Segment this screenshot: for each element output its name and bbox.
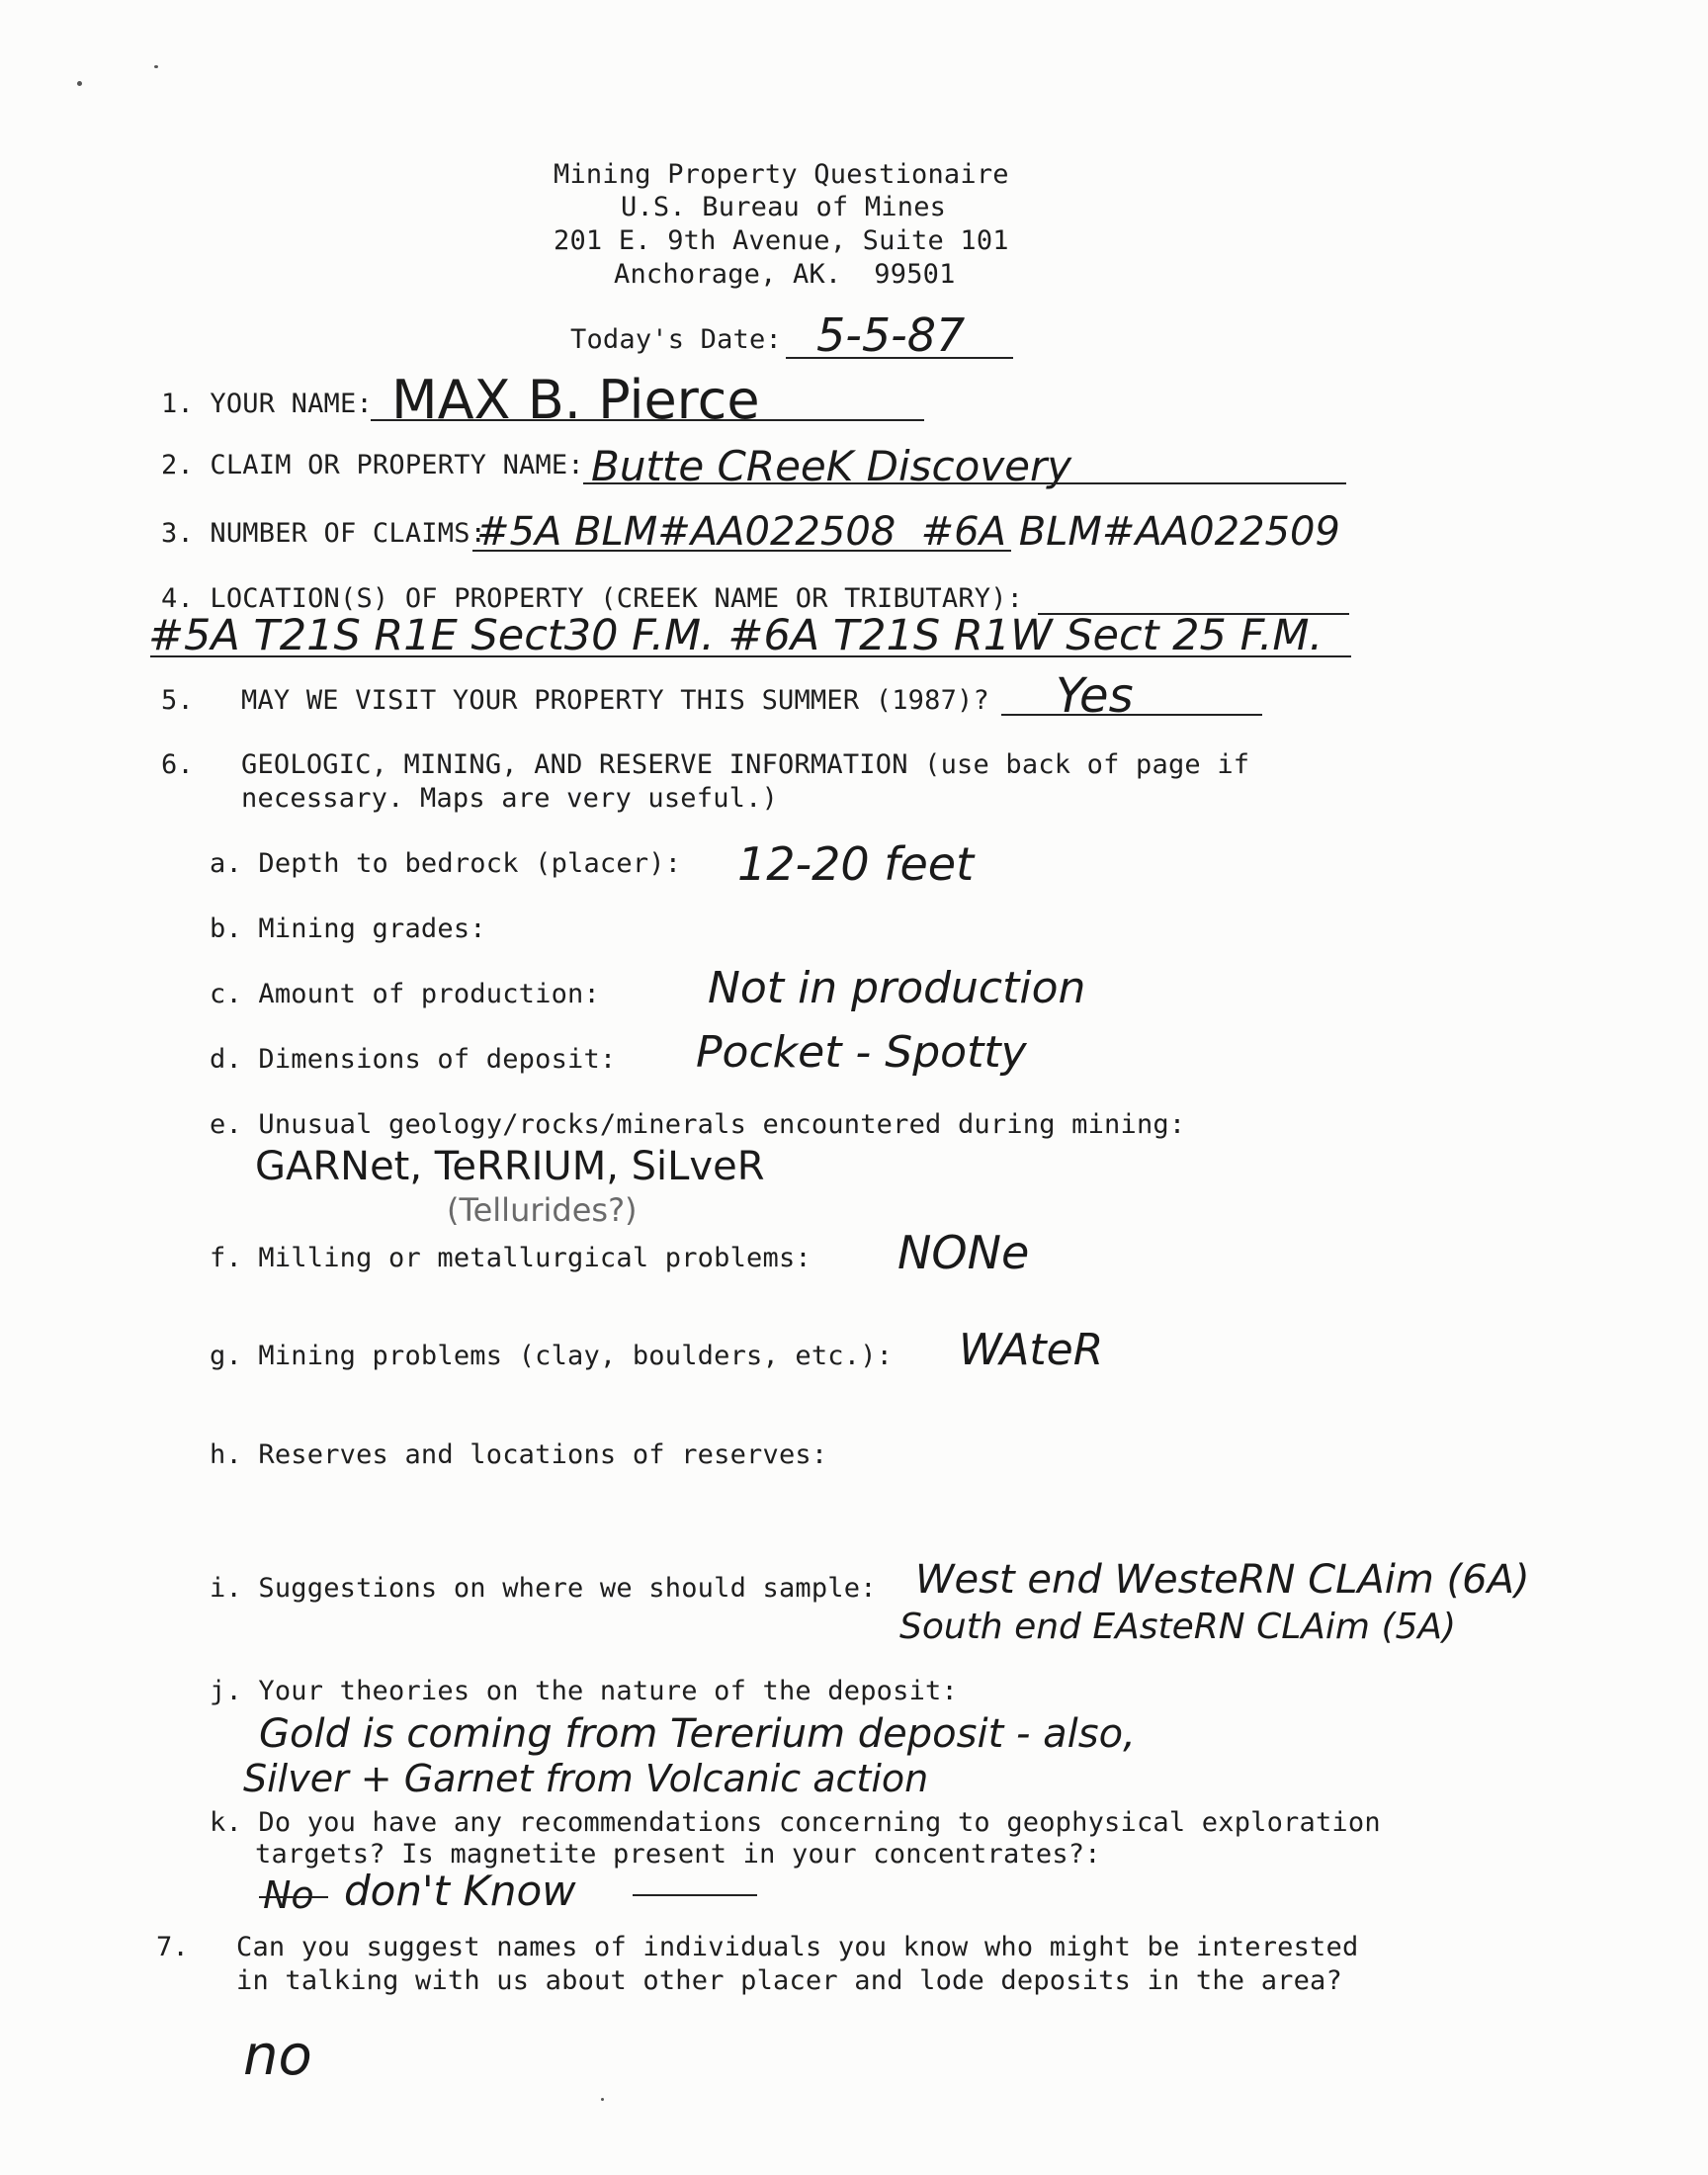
q6k-answer: don't Know xyxy=(344,1867,576,1915)
q7-number: 7. xyxy=(156,1932,189,1962)
q6k-struck-answer: No xyxy=(263,1873,314,1917)
scan-speck xyxy=(601,2098,604,2101)
q5-label: MAY WE VISIT YOUR PROPERTY THIS SUMMER (1987)? xyxy=(241,685,989,716)
q6a-answer: 12-20 feet xyxy=(737,837,975,891)
header-street: 201 E. 9th Avenue, Suite 101 xyxy=(554,225,1009,256)
q1-underline xyxy=(371,419,924,421)
q2-underline xyxy=(583,482,1346,484)
q6-number: 6. xyxy=(161,749,194,780)
q6i-answer-line2: South end EAsteRN CLAim (5A) xyxy=(899,1607,1457,1647)
q6e-answer: GARNet, TeRRIUM, SiLveR xyxy=(255,1144,765,1189)
q4-label: 4. LOCATION(S) OF PROPERTY (CREEK NAME OR TRIBUTARY): xyxy=(161,583,1024,614)
date-label: Today's Date: xyxy=(570,324,782,355)
q3-label: 3. NUMBER OF CLAIMS: xyxy=(161,518,487,549)
q6k-label-line1: k. Do you have any recommendations concerning to geophysical exploration xyxy=(210,1807,1381,1838)
q1-answer: MAX B. Pierce xyxy=(391,369,760,431)
q6j-answer-line2: Silver + Garnet from Volcanic action xyxy=(243,1757,929,1800)
q6d-label: d. Dimensions of deposit: xyxy=(210,1044,617,1075)
header-city: Anchorage, AK. 99501 xyxy=(614,259,956,290)
q6f-answer: NONe xyxy=(897,1226,1030,1279)
scan-speck xyxy=(154,65,158,68)
q6c-answer: Not in production xyxy=(708,963,1086,1013)
q6j-label: j. Your theories on the nature of the deposit: xyxy=(210,1676,958,1706)
q6j-answer-line1: Gold is coming from Tererium deposit - also, xyxy=(259,1711,1136,1757)
q2-answer: Butte CReeK Discovery xyxy=(591,442,1072,490)
q6f-label: f. Milling or metallurgical problems: xyxy=(210,1243,811,1273)
q6e-note: (Tellurides?) xyxy=(447,1191,638,1229)
q7-line1: Can you suggest names of individuals you know who might be interested xyxy=(236,1932,1359,1962)
q6c-label: c. Amount of production: xyxy=(210,979,600,1009)
q5-number: 5. xyxy=(161,685,194,716)
q4-underline xyxy=(150,655,1351,657)
q6b-label: b. Mining grades: xyxy=(210,914,486,944)
q5-answer: Yes xyxy=(1056,668,1134,724)
q6a-label: a. Depth to bedrock (placer): xyxy=(210,848,682,879)
date-underline xyxy=(786,357,1013,359)
header-agency: U.S. Bureau of Mines xyxy=(621,192,947,222)
q6k-label-line2: targets? Is magnetite present in your concentrates?: xyxy=(255,1839,1101,1870)
q4-answer: #5A T21S R1E Sect30 F.M. #6A T21S R1W Sect 25 F.M. xyxy=(148,611,1324,660)
q1-label: 1. YOUR NAME: xyxy=(161,389,373,419)
q6-intro-line1: GEOLOGIC, MINING, AND RESERVE INFORMATION (use back of page if xyxy=(241,749,1250,780)
q7-answer: no xyxy=(243,2024,312,2088)
q6k-strikethrough xyxy=(259,1896,328,1898)
q6e-label: e. Unusual geology/rocks/minerals encountered during mining: xyxy=(210,1109,1186,1140)
q2-label: 2. CLAIM OR PROPERTY NAME: xyxy=(161,450,584,480)
q6-intro-line2: necessary. Maps are very useful.) xyxy=(241,783,779,814)
q3-answer: #5A BLM#AA022508 #6A BLM#AA022509 xyxy=(476,509,1340,555)
q6i-label: i. Suggestions on where we should sample: xyxy=(210,1573,877,1604)
q6h-label: h. Reserves and locations of reserves: xyxy=(210,1439,828,1470)
q7-line2: in talking with us about other placer and lode deposits in the area? xyxy=(236,1965,1342,1996)
q6g-answer: WAteR xyxy=(959,1325,1104,1375)
q3-underline xyxy=(472,550,1011,552)
q6d-answer: Pocket - Spotty xyxy=(696,1027,1027,1078)
q5-underline xyxy=(1001,714,1262,716)
q6g-label: g. Mining problems (clay, boulders, etc.): xyxy=(210,1341,894,1371)
q6k-underline xyxy=(633,1894,757,1896)
scan-speck xyxy=(77,81,82,86)
q6i-answer-line1: West end WesteRN CLAim (6A) xyxy=(915,1557,1530,1603)
header-title: Mining Property Questionaire xyxy=(554,159,1009,190)
date-value: 5-5-87 xyxy=(816,308,966,362)
